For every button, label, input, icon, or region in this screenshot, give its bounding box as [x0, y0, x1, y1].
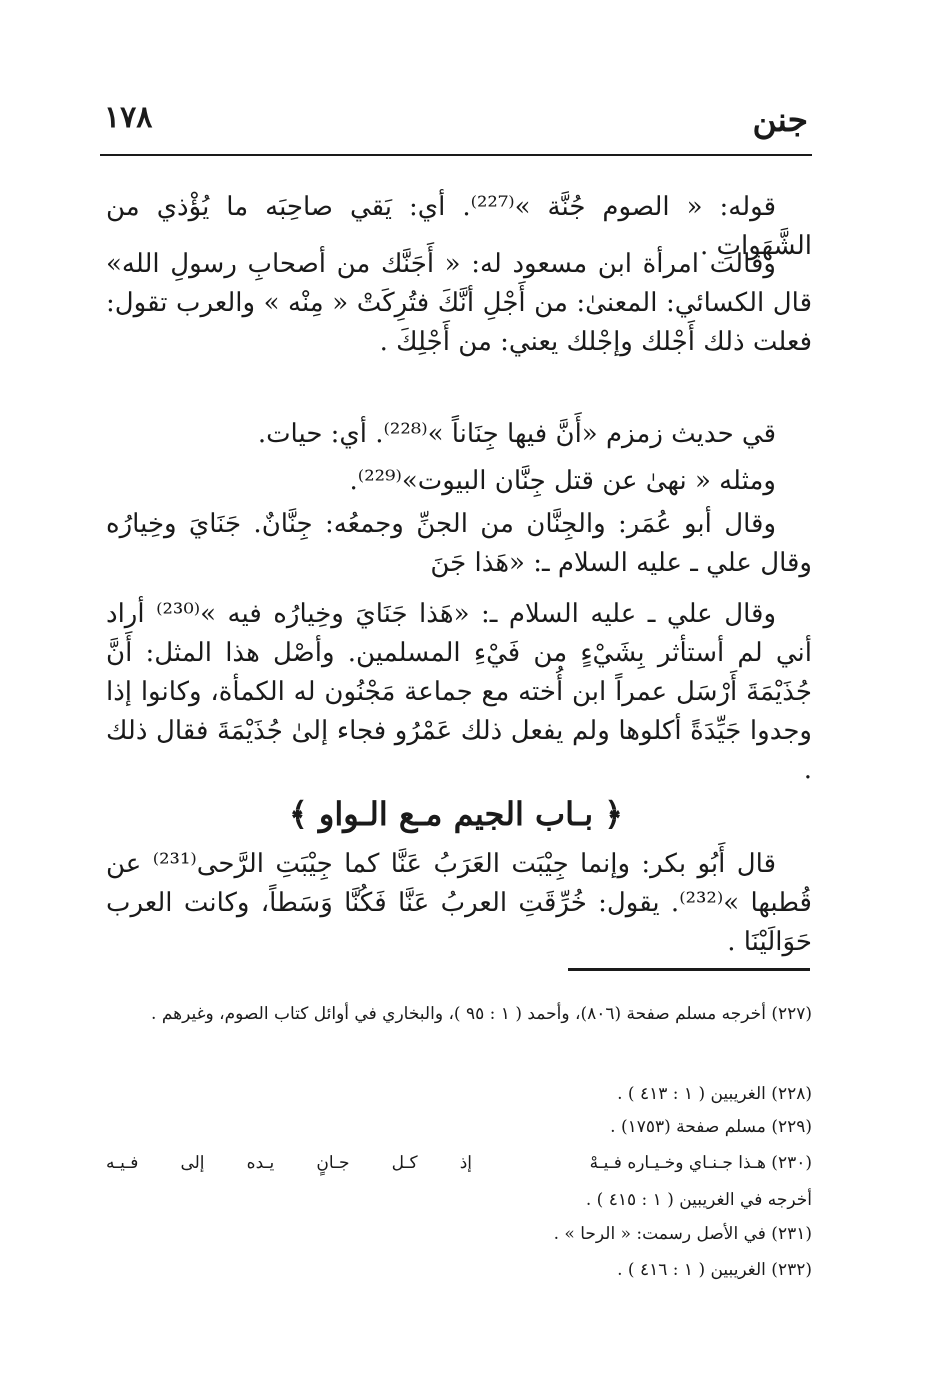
paragraph-2-text: وقالت امرأة ابن مسعود له: « أَجَنَّك من أصحابِ رسولِ الله» قال الكسائي: المعنىٰ: من أَجْلِ أنَّكَ فتُرِكَتْ « مِنْه » والعرب تقول: فعلت ذلك أَجْلك وإجْلك يعني: من أَجْلِكَ .: [106, 249, 812, 357]
paragraph-3: [106, 415, 812, 454]
footnote-227: (٢٢٧) أخرجه مسلم صفحة (٨٠٦)، وأحمد ( ١ : ٩٥ )، والبخاري في أوائل كتاب الصوم، وغيرهم .: [151, 1004, 812, 1024]
paragraph-1-text: قوله: « الصوم جُنَّة »⁽²²⁷⁾. أي: يَقي صاحِبَه ما يُؤْذي من الشَّهَواتِ .: [106, 192, 812, 261]
verse-gap: [472, 1153, 512, 1173]
footnote-232: (٢٣٢) الغريبين ( ١ : ٤١٦ ) .: [617, 1260, 812, 1280]
footnote-230-verse: [106, 1153, 812, 1173]
running-header-title: جنن: [752, 100, 808, 139]
paragraph-6: [106, 595, 812, 790]
footnote-231: (٢٣١) في الأصل رسمت: « الرحا » .: [553, 1224, 812, 1244]
paragraph-3-text: قي حديث زمزم «أَنَّ فيها جِنَاناً »⁽²²⁸⁾. أي: حيات.: [257, 419, 776, 449]
paragraph-2: [106, 245, 812, 362]
footnote-230-source: أخرجه في الغريبين ( ١ : ٤١٥ ) .: [585, 1190, 812, 1210]
section-heading: ﴿ بـاب الجيم مـع الـواو ﴾: [288, 795, 624, 833]
paragraph-7-text: قال أَبُو بكر: وإنما جِيْبَت العَرَبُ عَنَّا كما جِيْبَتِ الرَّحى⁽²³¹⁾ عن قُطبها »⁽²³²⁾. يقول: خُرِّقَتِ العربُ عَنَّا فَكُنَّا وَسَطاً، وكانت العرب حَوَالَيْنَا .: [106, 849, 812, 957]
footnote-230-hemistich-1: (٢٣٠) هـذا جـنـاي وخـيـاره فـيـهْ: [589, 1153, 812, 1173]
paragraph-5: [106, 505, 812, 583]
footnote-229: (٢٢٩) مسلم صفحة (١٧٥٣) .: [610, 1117, 812, 1137]
footnote-230-hemistich-2: إذ كـل جـانٍ يـده إلى فـيـه: [106, 1153, 472, 1173]
page-number: ١٧٨: [104, 100, 153, 135]
header-rule: [100, 154, 812, 156]
paragraph-5-text: وقال أبو عُمَر: والجِنَّان من الجنِّ وجمعُه: جِنَّانٌ. جَنَايَ وخِيارُه وقال علي ـ عليه السلام ـ: «هَذا جَنَ: [106, 509, 812, 578]
paragraph-7: [106, 845, 812, 962]
footnote-228: (٢٢٨) الغريبين ( ١ : ٤١٣ ) .: [617, 1084, 812, 1104]
paragraph-4-text: ومثله « نهىٰ عن قتل جِنَّان البيوت»⁽²²⁹⁾.: [349, 466, 776, 496]
paragraph-4: [106, 462, 812, 501]
footnote-rule: [568, 968, 810, 971]
paragraph-6-text: وقال علي ـ عليه السلام ـ: «هَذا جَنَايَ وخِيارُه فيه »⁽²³⁰⁾ أراد أني لم أستأثر بِشَيْءٍ من فَيْءِ المسلمين. وأصْل هذا المثل: أَنَّ جُذَيْمَةَ أَرْسَل عمراً ابن أُخته مع جماعة مَجْنُون له الكمأة، وكانوا إذا وجدوا جَيِّدَةً أكلوها ولم يفعل ذلك عَمْرُو فجاء إلىٰ جُذَيْمَةَ فقال ذلك .: [106, 599, 812, 785]
